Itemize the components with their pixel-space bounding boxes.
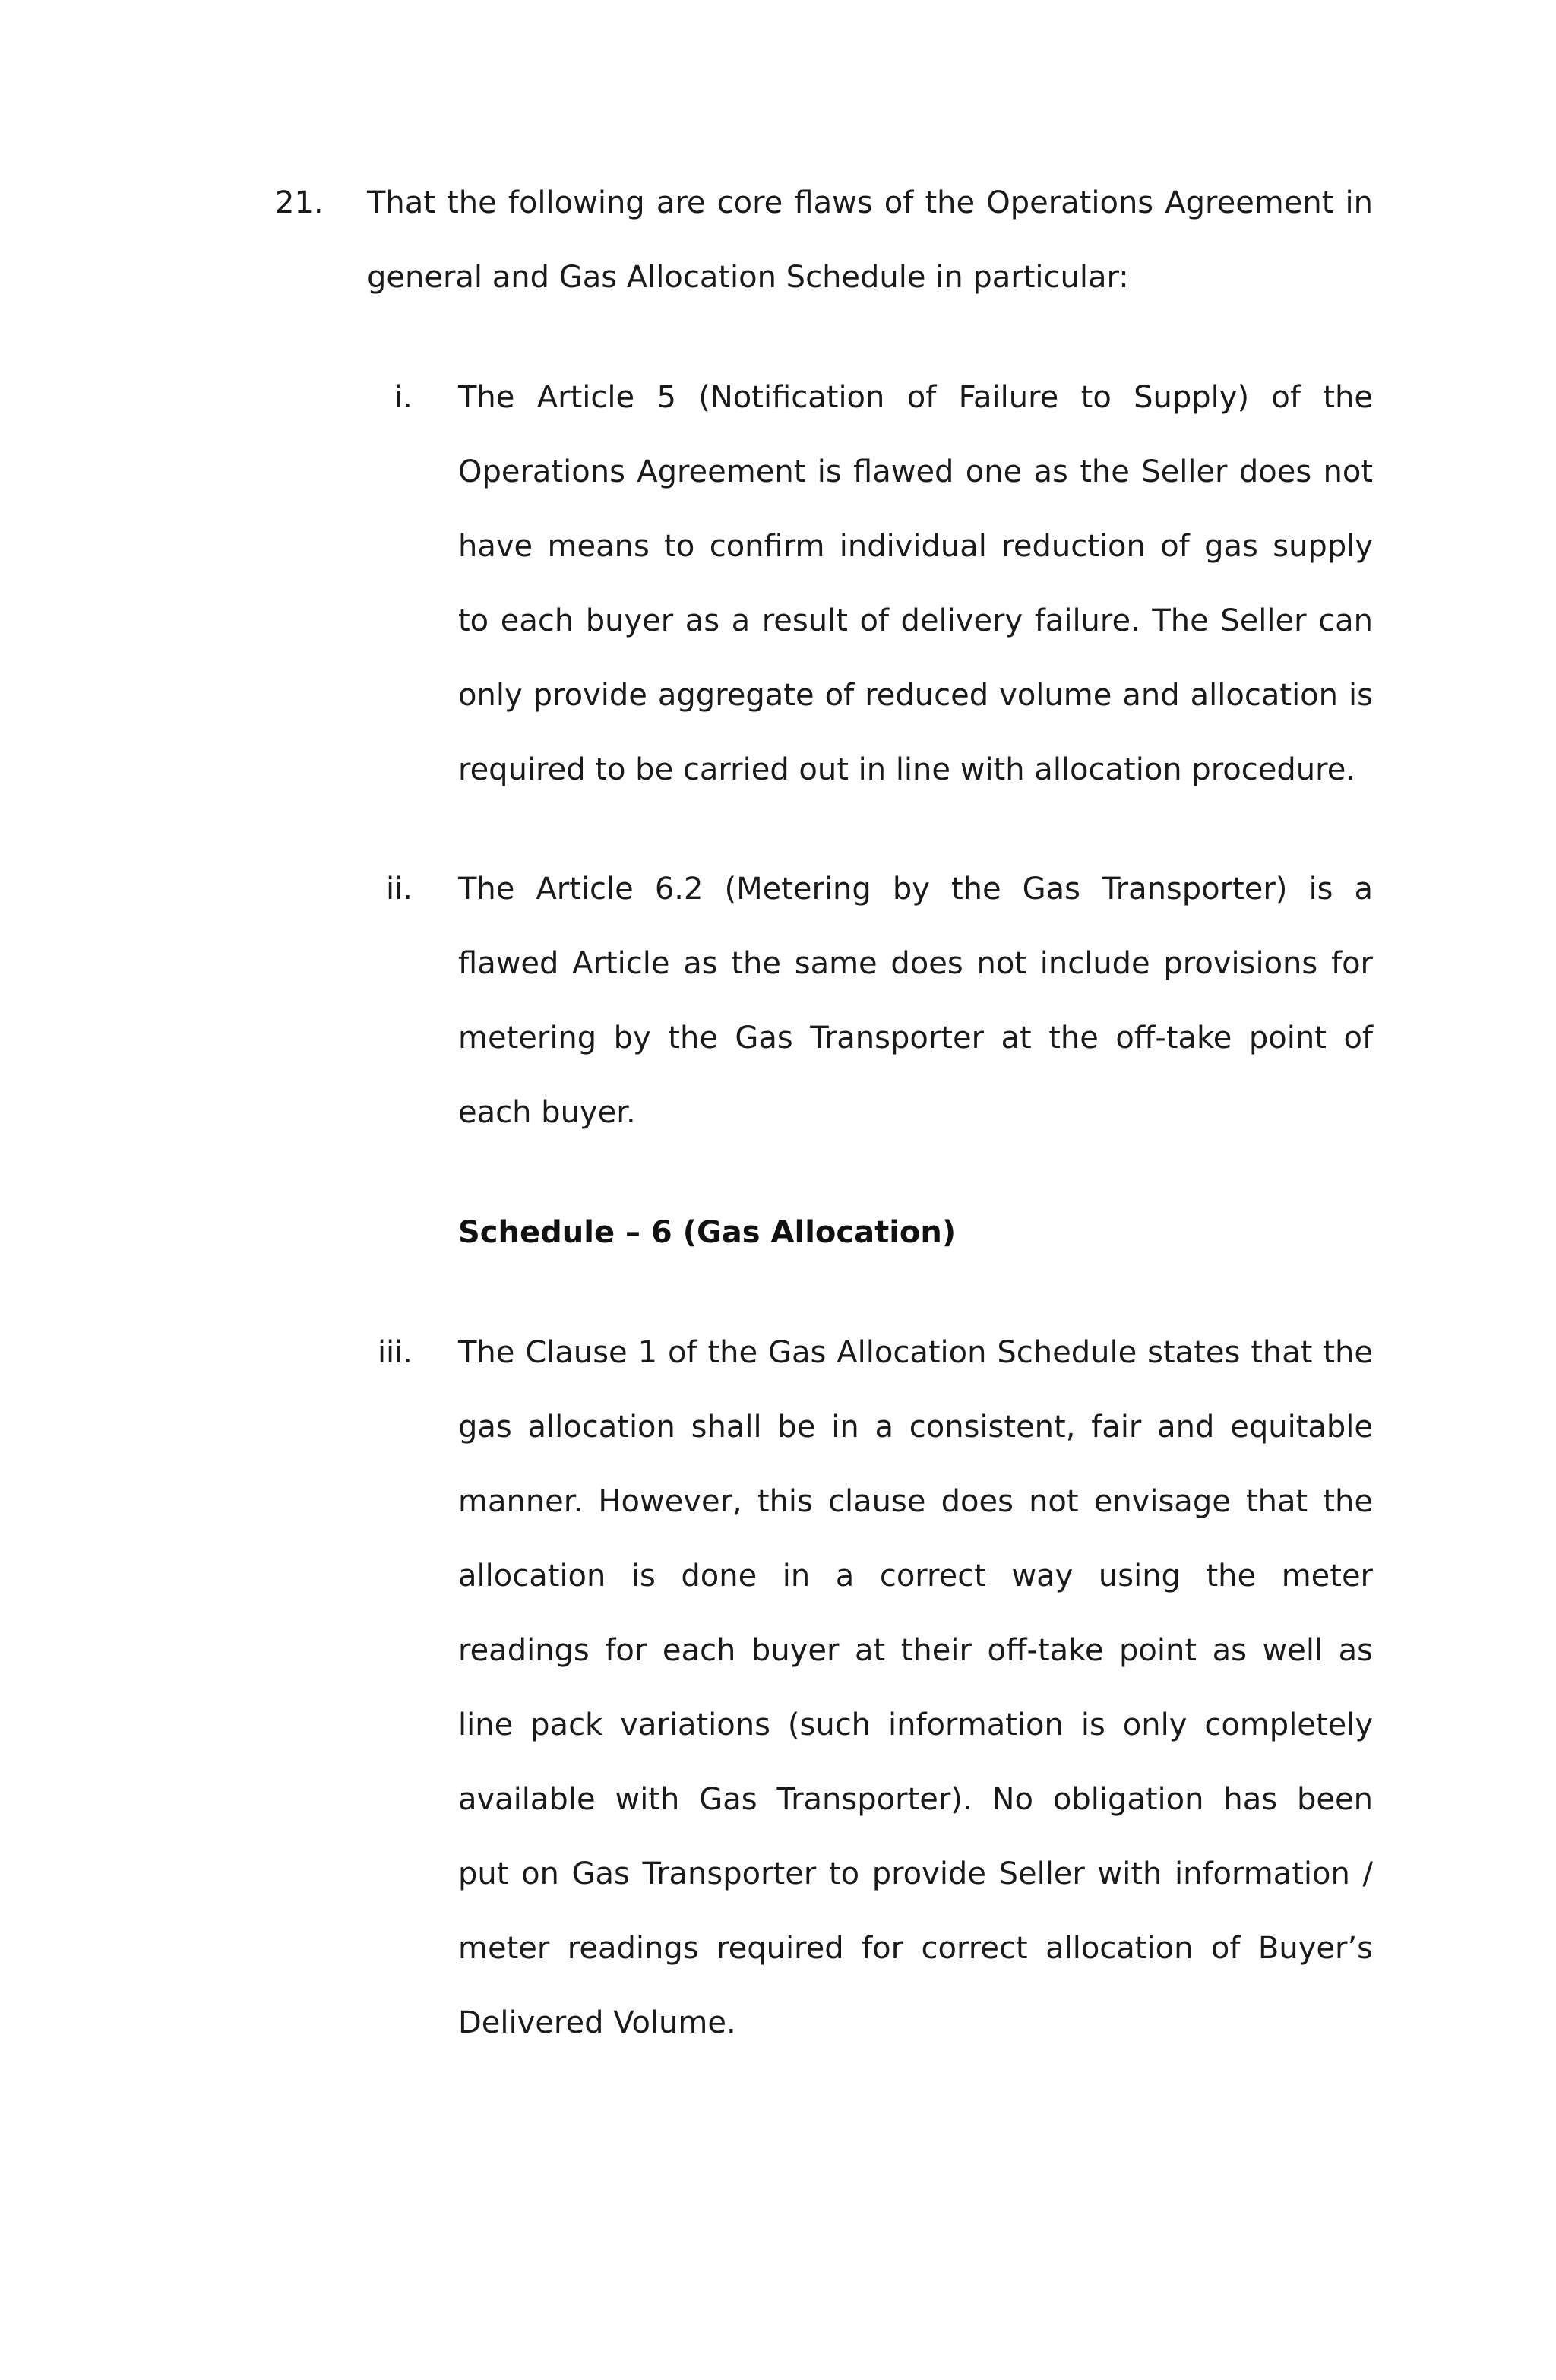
- text-line: available with Gas Transporter). No obligation has been: [458, 1782, 1373, 1817]
- schedule-heading: Schedule – 6 (Gas Allocation): [458, 1215, 957, 1250]
- text-line: That the following are core flaws of the Operations Agreement in: [367, 185, 1373, 220]
- text-line: put on Gas Transporter to provide Seller with information /: [458, 1856, 1373, 1891]
- item-i-text: [458, 360, 1373, 807]
- text-line: manner. However, this clause does not envisage that the: [458, 1484, 1373, 1519]
- item-ii-text: [458, 852, 1373, 1150]
- item-numeral-i: i.: [394, 380, 413, 415]
- text-line: The Article 6.2 (Metering by the Gas Transporter) is a: [458, 872, 1373, 907]
- paragraph-number: 21.: [275, 185, 324, 220]
- text-line: required to be carried out in line with allocation procedure.: [458, 752, 1356, 787]
- text-line: allocation is done in a correct way using the meter: [458, 1559, 1373, 1594]
- text-line: readings for each buyer at their off-take point as well as: [458, 1633, 1373, 1668]
- text-line: metering by the Gas Transporter at the off-take point of: [458, 1021, 1373, 1055]
- text-line: each buyer.: [458, 1095, 636, 1130]
- text-line: The Article 5 (Notification of Failure to Supply) of the: [458, 380, 1373, 415]
- text-line: gas allocation shall be in a consistent, fair and equitable: [458, 1410, 1373, 1445]
- text-line: to each buyer as a result of delivery failure. The Seller can: [458, 603, 1373, 638]
- text-line: The Clause 1 of the Gas Allocation Schedule states that the: [458, 1335, 1373, 1370]
- item-numeral-ii: ii.: [386, 872, 413, 907]
- text-line: only provide aggregate of reduced volume and allocation is: [458, 678, 1373, 713]
- text-line: line pack variations (such information is only completely: [458, 1707, 1373, 1742]
- text-line: meter readings required for correct allocation of Buyer’s: [458, 1931, 1373, 1966]
- item-iii-text: [458, 1315, 1373, 2060]
- text-line: general and Gas Allocation Schedule in particular:: [367, 260, 1129, 295]
- text-line: have means to confirm individual reduction of gas supply: [458, 529, 1373, 564]
- text-line: flawed Article as the same does not include provisions for: [458, 946, 1373, 981]
- text-line: Operations Agreement is flawed one as the Seller does not: [458, 454, 1373, 489]
- text-line: Delivered Volume.: [458, 2005, 736, 2040]
- item-numeral-iii: iii.: [377, 1335, 413, 1370]
- paragraph-21-text: [367, 166, 1373, 315]
